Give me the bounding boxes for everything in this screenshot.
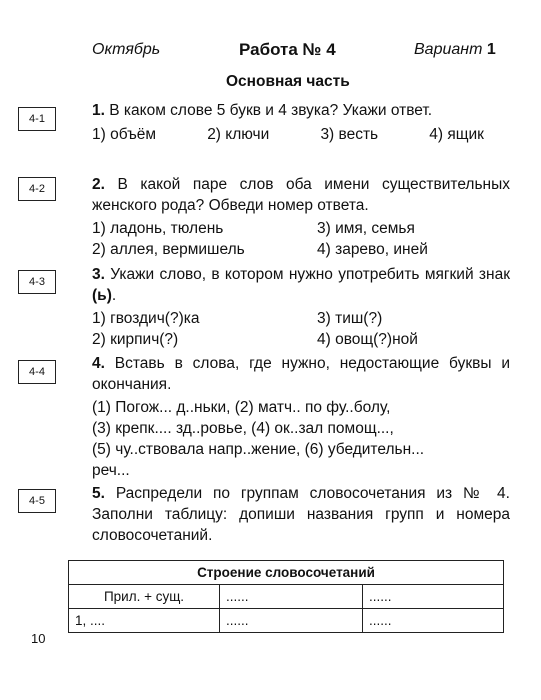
structure-table bbox=[68, 560, 504, 633]
task-number: 3. bbox=[92, 266, 105, 283]
task-code-4-2: 4-2 bbox=[18, 177, 56, 201]
task-1 bbox=[92, 100, 510, 145]
task-3 bbox=[92, 264, 510, 350]
task-number: 2. bbox=[92, 176, 105, 193]
task-question: Распредели по группам словосочетания из № 4. Заполни таблицу: допиши названия групп и номера словосочетаний. bbox=[92, 485, 510, 544]
task-3-options bbox=[92, 308, 510, 350]
table-header: Строение словосочетаний bbox=[69, 561, 504, 585]
task-1-options bbox=[92, 124, 510, 145]
answer-option[interactable]: 4) зарево, иней bbox=[317, 241, 428, 258]
task-code-4-5: 4-5 bbox=[18, 489, 56, 513]
variant-number: 1 bbox=[486, 41, 496, 58]
answer-option[interactable]: 2) аллея, вермишель bbox=[92, 241, 245, 258]
answer-option[interactable]: 3) тиш(?) bbox=[317, 310, 383, 327]
task-number: 4. bbox=[92, 355, 105, 372]
task-2-options bbox=[92, 218, 510, 260]
task-5 bbox=[92, 483, 510, 546]
work-title: Работа № 4 bbox=[239, 40, 336, 59]
task-question: В какой паре слов оба имени существительных женского рода? Обведи номер ответа. bbox=[92, 176, 510, 214]
answer-option[interactable]: 2) кирпич(?) bbox=[92, 331, 179, 348]
task-question: Вставь в слова, где нужно, недостающие буквы и окончания. bbox=[92, 355, 511, 393]
soft-sign-mark: (ь) bbox=[92, 287, 112, 304]
task-4-lines bbox=[92, 397, 510, 481]
fill-in-line[interactable]: (5) чу..ствовала напр..жение, (6) убедительн... bbox=[92, 441, 425, 458]
section-subtitle: Основная часть bbox=[226, 73, 350, 90]
answer-option[interactable]: 1) объём bbox=[92, 126, 157, 143]
table-cell[interactable]: ...... bbox=[220, 609, 363, 633]
fill-in-line[interactable]: (1) Погож... д..ньки, (2) матч.. по фу..болу, bbox=[92, 399, 391, 416]
table-cell[interactable]: 1, .... bbox=[69, 609, 220, 633]
task-code-4-1: 4-1 bbox=[18, 107, 56, 131]
task-question: В каком слове 5 букв и 4 звука? Укажи ответ. bbox=[109, 102, 433, 119]
variant-text: Вариант bbox=[414, 41, 483, 58]
answer-option[interactable]: 2) ключи bbox=[207, 126, 270, 143]
table-cell[interactable]: ...... bbox=[363, 585, 504, 609]
answer-option[interactable]: 1) ладонь, тюлень bbox=[92, 220, 224, 237]
page-number: 10 bbox=[31, 631, 46, 646]
table-cell[interactable]: ...... bbox=[220, 585, 363, 609]
month-label: Октябрь bbox=[92, 41, 161, 58]
answer-option[interactable]: 4) ящик bbox=[429, 126, 484, 143]
task-3-text bbox=[92, 264, 510, 306]
task-4-text bbox=[92, 353, 510, 395]
task-code-4-4: 4-4 bbox=[18, 360, 56, 384]
answer-option[interactable]: 3) имя, семья bbox=[317, 220, 415, 237]
answer-option[interactable]: 1) гвоздич(?)ка bbox=[92, 310, 200, 327]
variant-label bbox=[414, 41, 496, 59]
task-5-text bbox=[92, 483, 510, 546]
table-row bbox=[69, 585, 504, 609]
task-number: 5. bbox=[92, 485, 105, 502]
task-question-end: . bbox=[111, 287, 117, 304]
table-cell[interactable]: Прил. + сущ. bbox=[69, 585, 220, 609]
task-2-text bbox=[92, 174, 510, 216]
table-cell[interactable]: ...... bbox=[363, 609, 504, 633]
fill-in-line[interactable]: реч... bbox=[92, 462, 130, 479]
answer-option[interactable]: 3) весть bbox=[320, 126, 379, 143]
task-2 bbox=[92, 174, 510, 260]
task-question: Укажи слово, в котором нужно употребить мягкий знак bbox=[110, 266, 510, 283]
task-code-4-3: 4-3 bbox=[18, 270, 56, 294]
task-1-text bbox=[92, 100, 510, 121]
fill-in-line[interactable]: (3) крепк.... зд..ровье, (4) ок..зал помощ..., bbox=[92, 420, 394, 437]
task-number: 1. bbox=[92, 102, 105, 119]
table-row bbox=[69, 609, 504, 633]
answer-option[interactable]: 4) овощ(?)ной bbox=[317, 331, 418, 348]
task-4 bbox=[92, 353, 510, 481]
